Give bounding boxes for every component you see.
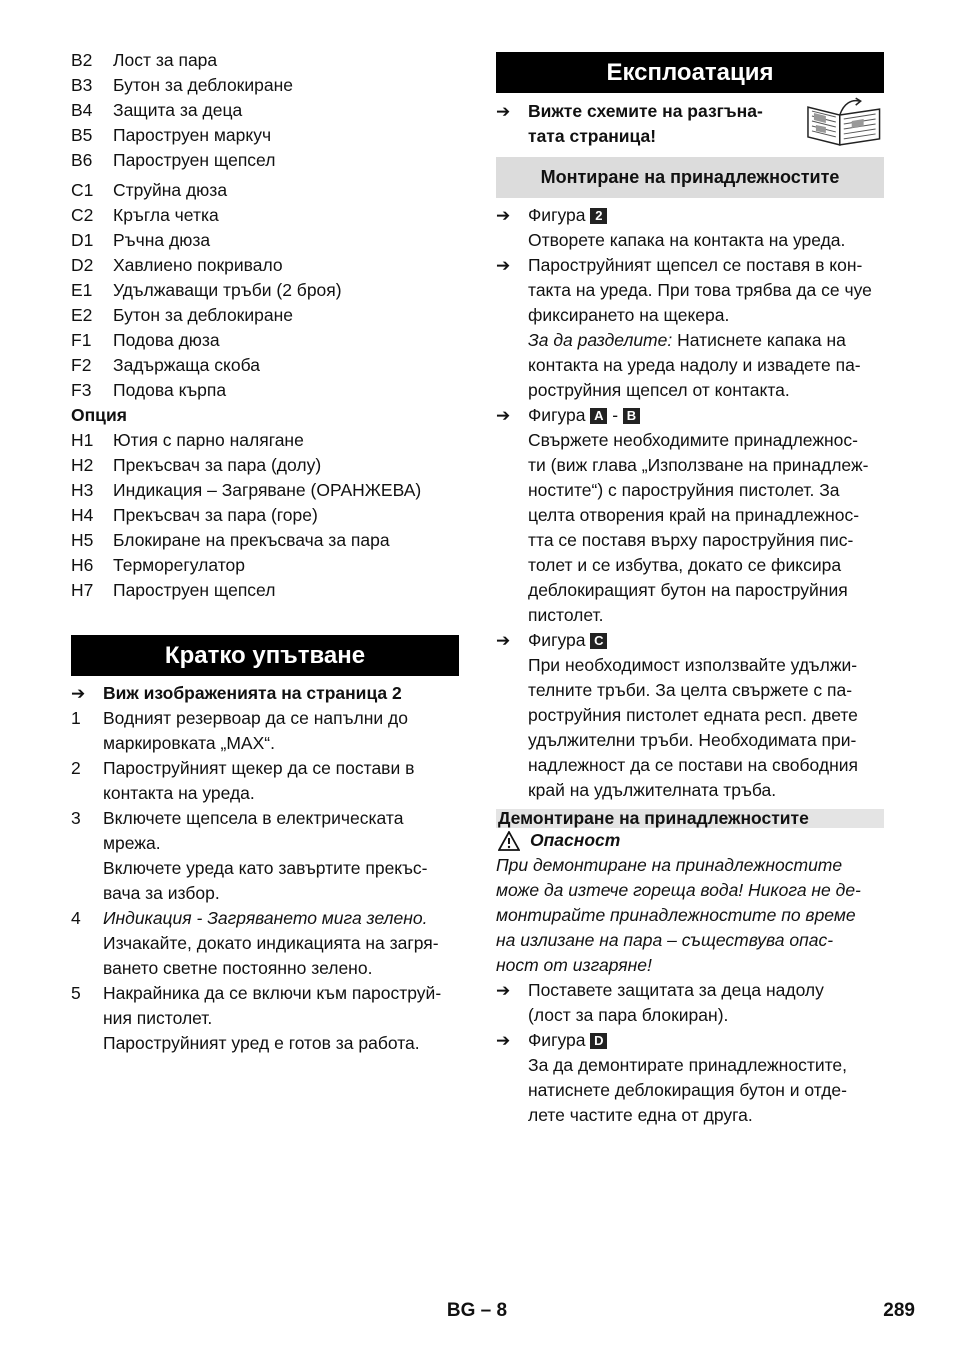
text-line: удължителни тръби. Необходимата при- <box>528 730 857 750</box>
legend-item <box>71 123 459 148</box>
text-line: пистолет. <box>528 605 604 625</box>
step-number: 2 <box>71 758 81 778</box>
arrow-icon: ➔ <box>496 406 511 425</box>
legend-code: E1 <box>71 280 93 300</box>
legend-code: B2 <box>71 50 93 70</box>
legend-item <box>71 528 459 553</box>
legend-code: B5 <box>71 125 93 145</box>
text-line: натиснете деблокиращия бутон и отде- <box>528 1080 847 1100</box>
legend-item <box>71 503 459 528</box>
text-line: тта се поставя върху пароструйния пис- <box>528 530 854 550</box>
text-line: ти (виж глава „Използване на принадлеж- <box>528 455 869 475</box>
legend-label: Лост за пара <box>113 50 218 70</box>
legend-code: C1 <box>71 180 94 200</box>
text-line: При необходимост използвайте удължи- <box>528 655 858 675</box>
legend-label: Струйна дюза <box>113 180 228 200</box>
left-column <box>71 48 459 1056</box>
right-column <box>496 52 884 1128</box>
footer-section-label: BG – 8 <box>446 1300 508 1321</box>
step-line: Пароструйният уред е готов за работа. <box>103 1033 420 1053</box>
legend-code: H5 <box>71 530 94 550</box>
legend-label: Пароструен щепсел <box>113 580 276 600</box>
legend-list-c <box>71 178 459 403</box>
text-line: надлежност да се постави на свободния <box>528 755 859 775</box>
text-line: може да изтече гореща вода! Никога не де- <box>496 880 861 900</box>
mount-accessories-heading: Монтиране на принадлежностите <box>496 157 884 198</box>
legend-label: Индикация – Загряване (ОРАНЖЕВА) <box>113 480 422 500</box>
open-book-icon <box>804 97 884 149</box>
legend-label: Подова кърпа <box>113 380 227 400</box>
quick-step <box>71 981 459 1056</box>
legend-code: H4 <box>71 505 94 525</box>
legend-code: E2 <box>71 305 93 325</box>
legend-label: Бутон за деблокиране <box>113 75 293 95</box>
legend-label: Задържаща скоба <box>113 355 260 375</box>
text-line: целта отворения край на принадлежнос- <box>528 505 860 525</box>
legend-list-b <box>71 48 459 173</box>
step-line: Водният резервоар да се напълни до <box>103 708 408 728</box>
legend-item <box>71 253 459 278</box>
arrow-icon: ➔ <box>496 631 511 650</box>
legend-code: H6 <box>71 555 94 575</box>
step-text <box>103 706 459 756</box>
text-line: При демонтиране на принадлежностите <box>496 855 843 875</box>
step-number: 4 <box>71 908 81 928</box>
legend-code: H7 <box>71 580 94 600</box>
legend-item <box>71 148 459 173</box>
step-line: ването светне постоянно зелено. <box>103 958 373 978</box>
step-text <box>103 806 459 906</box>
step-line: маркировката „MAX“. <box>103 733 275 753</box>
legend-label: Прекъсвач за пара (долу) <box>113 455 322 475</box>
figure-d-step: ➔ Фигура D За да демонтирате принадлежностите, натиснете деблокиращия бутон и отде- лете частите една от друга. <box>496 1028 884 1128</box>
legend-label: Удължаващи тръби (2 броя) <box>113 280 342 300</box>
legend-label: Кръгла четка <box>113 205 219 225</box>
legend-code: B3 <box>71 75 93 95</box>
figure-c-badge: C <box>590 633 607 649</box>
legend-item <box>71 578 459 603</box>
arrow-icon: ➔ <box>496 102 511 121</box>
legend-label: Защита за деца <box>113 100 243 120</box>
quick-step <box>71 756 459 806</box>
legend-code: H3 <box>71 480 94 500</box>
step-number: 1 <box>71 708 81 728</box>
step-line: вача за избор. <box>103 883 220 903</box>
text-line: ностите“) с пароструйния пистолет. За <box>528 480 840 500</box>
legend-code: B6 <box>71 150 93 170</box>
text-line: на излизане на пара – съществува опас- <box>496 930 834 950</box>
legend-item <box>71 453 459 478</box>
legend-label: Хавлиено покривало <box>113 255 283 275</box>
legend-label: Пароструен маркуч <box>113 125 272 145</box>
legend-label: Прекъсвач за пара (горе) <box>113 505 318 525</box>
arrow-icon: ➔ <box>71 684 86 703</box>
text-line: деблокиращият бутон на пароструйния <box>528 580 848 600</box>
text-line: роструйния пистолет едната респ. двете <box>528 705 858 725</box>
legend-list-h <box>71 428 459 603</box>
arrow-icon: ➔ <box>496 206 511 225</box>
legend-item <box>71 278 459 303</box>
figure-c-step: ➔ Фигура C При необходимост използвайте удължи- телните тръби. За целта свържете с па- роструйния пистолет едната респ. двете удължителни тръби. Необходимата при- надлежност да се постави на свободния край на удължителната тръба. <box>496 628 884 803</box>
legend-item <box>71 428 459 453</box>
text-line: толет и се избутва, докато се фиксира <box>528 555 842 575</box>
step-line: ния пистолет. <box>103 1008 213 1028</box>
legend-item <box>71 378 459 403</box>
demount-accessories-heading: Демонтиране на принадлежностите <box>496 809 884 828</box>
text-line: телните тръби. За целта свържете с па- <box>528 680 853 700</box>
text-line: лете частите една от друга. <box>528 1105 753 1125</box>
danger-heading: Опасност <box>496 828 884 853</box>
step-line: контакта на уреда. <box>103 783 255 803</box>
legend-label: Ютия с парно налягане <box>113 430 304 450</box>
legend-code: H2 <box>71 455 94 475</box>
text-line: край на удължителната тръба. <box>528 780 777 800</box>
quick-steps-list <box>71 706 459 1056</box>
legend-code: D2 <box>71 255 94 275</box>
legend-code: C2 <box>71 205 94 225</box>
quick-step <box>71 906 459 981</box>
step-line: Накрайника да се включи към пароструй- <box>103 983 442 1003</box>
figure-ab-step: ➔ Фигура A - B Свържете необходимите принадлежнос- ти (виж глава „Използване на принадлеж- ностите“) с пароструйния пистолет. За целта отворения край на принадлежнос- тта се поставя върху пароструйния пис- толет и се избутва, докато се фиксира деблокиращият бутон на пароструйния пистолет. <box>496 403 884 628</box>
operation-title: Експлоатация <box>496 52 884 93</box>
legend-code: D1 <box>71 230 94 250</box>
warning-icon <box>498 831 520 851</box>
legend-label: Пароструен щепсел <box>113 150 276 170</box>
step-line: Включете уреда като завъртите прекъс- <box>103 858 428 878</box>
step-line: Включете щепсела в електрическата <box>103 808 404 828</box>
quick-guide-title: Кратко упътване <box>71 635 459 676</box>
legend-item <box>71 328 459 353</box>
childlock-step: ➔ Поставете защитата за деца надолу (лост за пара блокиран). <box>496 978 884 1028</box>
step-text <box>103 906 459 981</box>
step-line: Изчакайте, докато индикацията на загря- <box>103 933 439 953</box>
figure-a-badge: A <box>590 408 607 424</box>
legend-item <box>71 303 459 328</box>
step-line: Пароструйният щекер да се постави в <box>103 758 415 778</box>
step-italic-line: Индикация - Загряването мига зелено. <box>103 908 428 928</box>
legend-item <box>71 178 459 203</box>
quick-step <box>71 706 459 756</box>
step-line: мрежа. <box>103 833 161 853</box>
quick-intro: ➔ Виж изображенията на страница 2 <box>71 681 459 706</box>
legend-item <box>71 48 459 73</box>
foldout-note: ➔ Вижте схемите на разгъна- тата страница! <box>496 99 884 149</box>
figure-2-badge: 2 <box>590 208 607 224</box>
legend-code: F3 <box>71 380 92 400</box>
text-line: Свържете необходимите принадлежнос- <box>528 430 858 450</box>
step-text <box>103 756 459 806</box>
legend-label: Бутон за деблокиране <box>113 305 293 325</box>
legend-label: Подова дюза <box>113 330 220 350</box>
text-line: За да демонтирате принадлежностите, <box>528 1055 848 1075</box>
text-line: монтирайте принадлежностите по време <box>496 905 856 925</box>
legend-item <box>71 98 459 123</box>
legend-code: F2 <box>71 355 92 375</box>
legend-code: F1 <box>71 330 92 350</box>
figure-2-step: ➔ Фигура 2 Отворете капака на контакта на уреда. <box>496 203 884 253</box>
legend-item <box>71 228 459 253</box>
legend-item <box>71 478 459 503</box>
legend-label: Терморегулатор <box>113 555 245 575</box>
page-number: 289 <box>883 1300 915 1321</box>
figure-b-badge: B <box>623 408 640 424</box>
danger-text <box>496 853 884 978</box>
legend-code: H1 <box>71 430 94 450</box>
legend-label: Блокиране на прекъсвача за пара <box>113 530 390 550</box>
plug-step: ➔ Пароструйният щепсел се поставя в кон- такта на уреда. При това трябва да се чуе фиксирането на щекера. За да разделите: Натиснете капака на контакта на уреда надолу и извадете па- роструйния щепсел от контакта. <box>496 253 884 403</box>
arrow-icon: ➔ <box>496 256 511 275</box>
step-number: 3 <box>71 808 81 828</box>
figure-d-badge: D <box>590 1033 607 1049</box>
text-line: ност от изгаряне! <box>496 955 652 975</box>
legend-item <box>71 203 459 228</box>
quick-step <box>71 806 459 906</box>
step-text <box>103 981 459 1056</box>
arrow-icon: ➔ <box>496 1031 511 1050</box>
option-heading: Опция <box>71 405 127 425</box>
legend-item <box>71 353 459 378</box>
legend-item <box>71 553 459 578</box>
legend-code: B4 <box>71 100 93 120</box>
legend-item <box>71 73 459 98</box>
step-number: 5 <box>71 983 81 1003</box>
arrow-icon: ➔ <box>496 981 511 1000</box>
legend-label: Ръчна дюза <box>113 230 211 250</box>
